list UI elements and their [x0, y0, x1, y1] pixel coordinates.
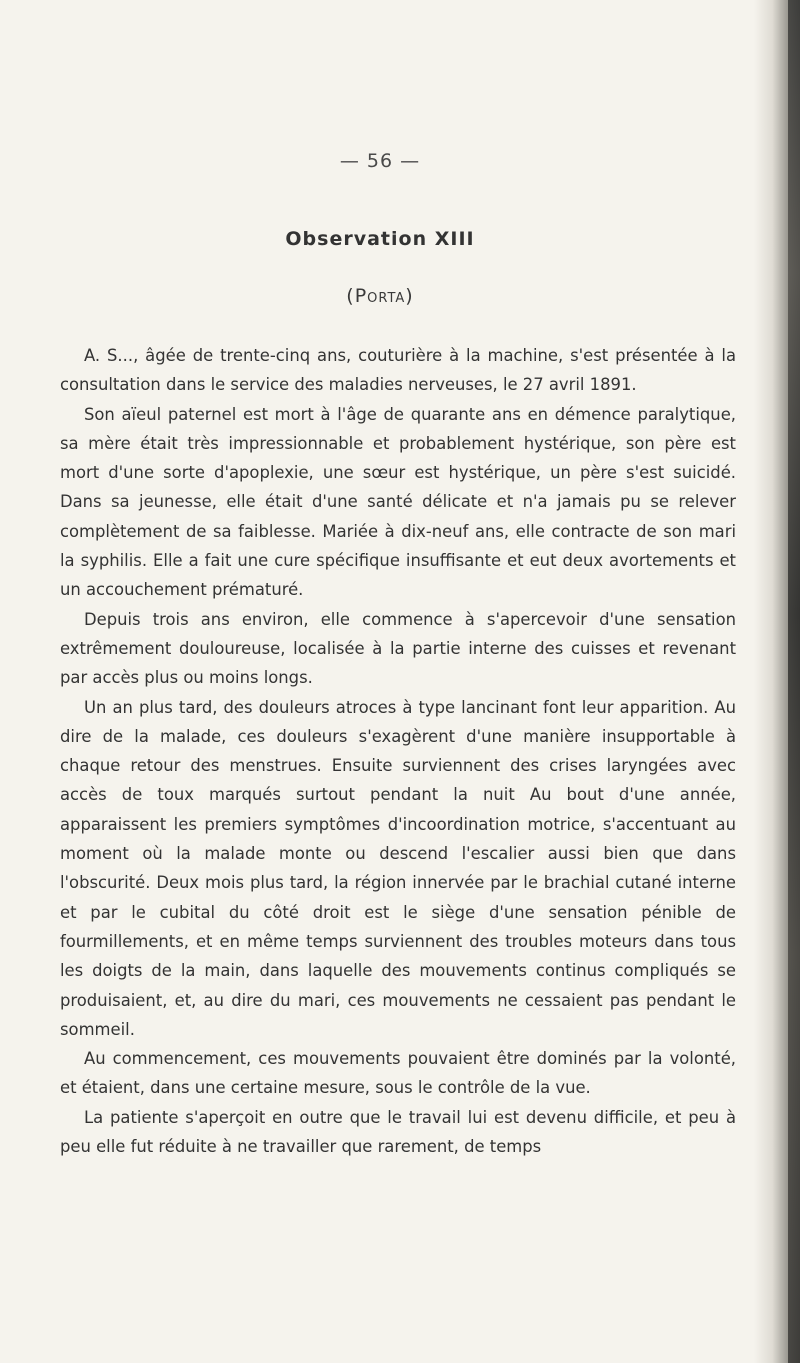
body-text [60, 341, 736, 1161]
page-number: — 56 — [339, 150, 421, 172]
paragraph-3: Depuis trois ans environ, elle commence à s'apercevoir d'une sensation extrêmement douloureuse, localisée à la partie interne des cuisses et revenant par accès plus ou moins longs. [60, 609, 736, 688]
paragraph-4: Un an plus tard, des douleurs atroces à type lancinant font leur apparition. Au dire de la malade, ces douleurs s'exagèrent d'une manière insupportable à chaque retour des menstrues. Ensuite surviennent des crises laryngées avec accès de toux marqués surtout pendant la nuit Au bout d'une année, apparaissent les premiers symptômes d'incoordination motrice, s'accentuant au moment où la malade monte ou descend l'escalier aussi bien que dans l'obscurité. Deux mois plus tard, la région innervée par le brachial cutané interne et par le cubital du côté droit est le siège d'une sensation pénible de fourmillements, et en même temps surviennent des troubles moteurs dans tous les doigts de la main, dans laquelle des mouvements continus compliqués se produisaient, et, au dire du mari, ces mouvements ne cessaient pas pendant le sommeil. [60, 697, 736, 1039]
subtitle-open-paren: ( [346, 285, 355, 307]
paragraph-2: Son aïeul paternel est mort à l'âge de quarante ans en démence paralytique, sa mère était très impressionnable et probablement hystérique, son père est mort d'une sorte d'apoplexie, une sœur est hystérique, un père s'est suicidé. Dans sa jeunesse, elle était d'une santé délicate et n'a jamais pu se relever complètement de sa faiblesse. Mariée à dix-neuf ans, elle contracte de son mari la syphilis. Elle a fait une cure spécifique insuffisante et eut deux avortements et un accouchement prématuré. [60, 404, 736, 600]
page-edge-binding [788, 0, 800, 1363]
subtitle-close-paren: ) [405, 285, 414, 307]
observation-subtitle [0, 285, 760, 307]
subtitle-author-name: Porta [354, 285, 406, 307]
paragraph-5: Au commencement, ces mouvements pouvaient être dominés par la volonté, et étaient, dans une certaine mesure, sous le contrôle de la vue. [60, 1049, 736, 1098]
paragraph-1: A. S..., âgée de trente-cinq ans, couturière à la machine, s'est présentée à la consultation dans le service des maladies nerveuses, le 27 avril 1891. [60, 346, 736, 395]
observation-title: Observation XIII [285, 228, 475, 250]
paragraph-6: La patiente s'aperçoit en outre que le travail lui est devenu difficile, et peu à peu elle fut réduite à ne travailler que rarement, de temps [60, 1107, 736, 1157]
